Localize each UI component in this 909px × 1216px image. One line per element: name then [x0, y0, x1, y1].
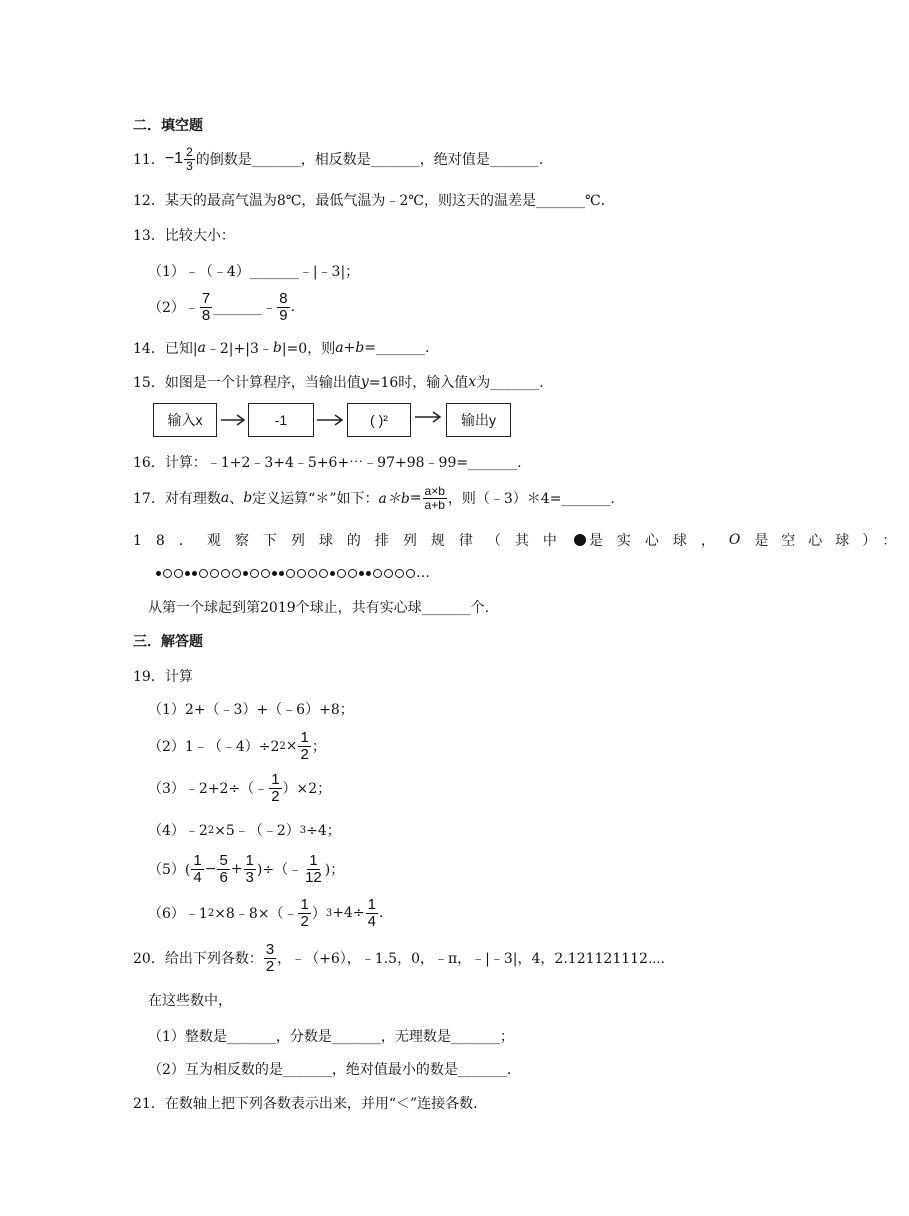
question-15: 15．如图是一个计算程序，当输出值 y =16时，输入值 x 为_______.: [133, 374, 544, 391]
question-17: 17．对有理数 a 、 b 定义运算“＊”如下： a＊b = $\frac{a\times b}{a+b}$ ，则（﹣3）＊4=_______.: [133, 483, 615, 512]
solid-ball-icon: [574, 534, 586, 546]
solid-ball-icon: [366, 571, 371, 576]
hollow-ball-icon: [319, 569, 328, 578]
question-18-line-2: 从第一个球起到第2019个球止，共有实心球_______个.: [148, 600, 490, 616]
solid-ball-icon: [272, 571, 277, 576]
flow-arrow-icon: [220, 413, 246, 427]
solid-ball-icon: [156, 571, 161, 576]
question-20-line-2: 在这些数中，: [148, 993, 232, 1009]
hollow-ball-icon: [199, 569, 208, 578]
hollow-ball-icon: [384, 569, 393, 578]
solid-ball-icon: [279, 571, 284, 576]
question-16: 16．计算：﹣1+2﹣3+4﹣5+6+⋯﹣97+98﹣99=_______.: [133, 455, 522, 471]
question-14: 14．已知| a ﹣2|+|3﹣ b |=0，则 a+b =_______.: [133, 340, 430, 357]
hollow-ball-icon: [163, 569, 172, 578]
flow-arrow-icon: [316, 413, 344, 427]
question-19-part-6: （6）﹣1 2 ×8﹣8×（﹣ $\frac{1}{2}$ ） 3 +4÷ $\frac{1}{4}$ .: [148, 895, 384, 930]
solid-ball-icon: [192, 571, 197, 576]
flow-output-box: 输出y: [446, 403, 511, 437]
question-20-part-1: （1）整数是_______，分数是_______，无理数是_______；: [148, 1029, 514, 1045]
question-13-part-2: （2）﹣ $\frac{7}{8}$ _______﹣ $\frac{8}{9}$ .: [148, 289, 296, 324]
solid-ball-icon: [185, 571, 190, 576]
flow-minus-one-box: -1: [248, 403, 314, 437]
question-19-part-3: （3）﹣2+2÷（﹣ $\frac{1}{2}$ ）×2；: [148, 770, 332, 805]
solid-ball-icon: [359, 571, 364, 576]
question-19: 19．计算: [133, 669, 193, 685]
hollow-ball-icon: [395, 569, 404, 578]
question-20: 20．给出下列各数： $\frac{3}{2}$ ，﹣（+6），﹣1.5，0，﹣π，﹣|﹣3|，4，2.121121112⋯.: [133, 940, 666, 975]
hollow-ball-icon: [232, 569, 241, 578]
ball-sequence: [155, 565, 430, 581]
question-11: 11． −1 $\frac{2}{3}$ 的倒数是_______，相反数是_______，绝对值是_______.: [133, 144, 544, 173]
hollow-ball-icon: [210, 569, 219, 578]
solid-ball-icon: [330, 571, 335, 576]
section-title-answer: 三．解答题: [133, 634, 203, 650]
question-19-part-5: （5）( $\frac{1}{4}$ − $\frac{5}{6}$ + $\frac{1}{3}$ )÷（﹣ $\frac{1}{12}$ )；: [148, 851, 345, 886]
question-19-part-2: （2）1﹣（﹣4）÷2 2 × $\frac{1}{2}$ ；: [148, 728, 326, 763]
question-13-part-1: （1）﹣（﹣4）_______﹣|﹣3|；: [148, 264, 360, 280]
hollow-ball-icon: [221, 569, 230, 578]
hollow-ball-icon: [250, 569, 259, 578]
hollow-ball-icon: [308, 569, 317, 578]
question-20-part-2: （2）互为相反数的是_______，绝对值最小的数是_______.: [148, 1062, 512, 1078]
hollow-ball-icon: [348, 569, 357, 578]
question-19-part-4: （4）﹣2 2 ×5﹣（﹣2） 3 ÷4；: [148, 823, 341, 839]
flow-square-box: ( )²: [347, 403, 411, 437]
flow-input-box: 输入x: [153, 403, 217, 437]
hollow-ball-icon: [286, 569, 295, 578]
hollow-ball-icon: [261, 569, 270, 578]
question-12: 12．某天的最高气温为8℃，最低气温为﹣2℃，则这天的温差是_______℃.: [133, 193, 606, 209]
ellipsis: …: [416, 565, 430, 581]
question-21: 21．在数轴上把下列各数表示出来，并用“＜”连接各数.: [133, 1096, 478, 1112]
hollow-ball-icon: [406, 569, 415, 578]
flow-arrow-icon: [414, 410, 442, 424]
hollow-ball-icon: [373, 569, 382, 578]
solid-ball-icon: [243, 571, 248, 576]
question-18: 18．观察下列球的排列规律（其中 是实心球， O 是空心球）：: [133, 532, 909, 549]
question-13: 13．比较大小：: [133, 228, 235, 244]
hollow-ball-icon: [297, 569, 306, 578]
hollow-ball-icon: [337, 569, 346, 578]
question-19-part-1: （1）2+（﹣3）+（﹣6）+8；: [148, 702, 354, 718]
section-title-fill-in: 二．填空题: [133, 118, 203, 134]
hollow-ball-icon: [174, 569, 183, 578]
